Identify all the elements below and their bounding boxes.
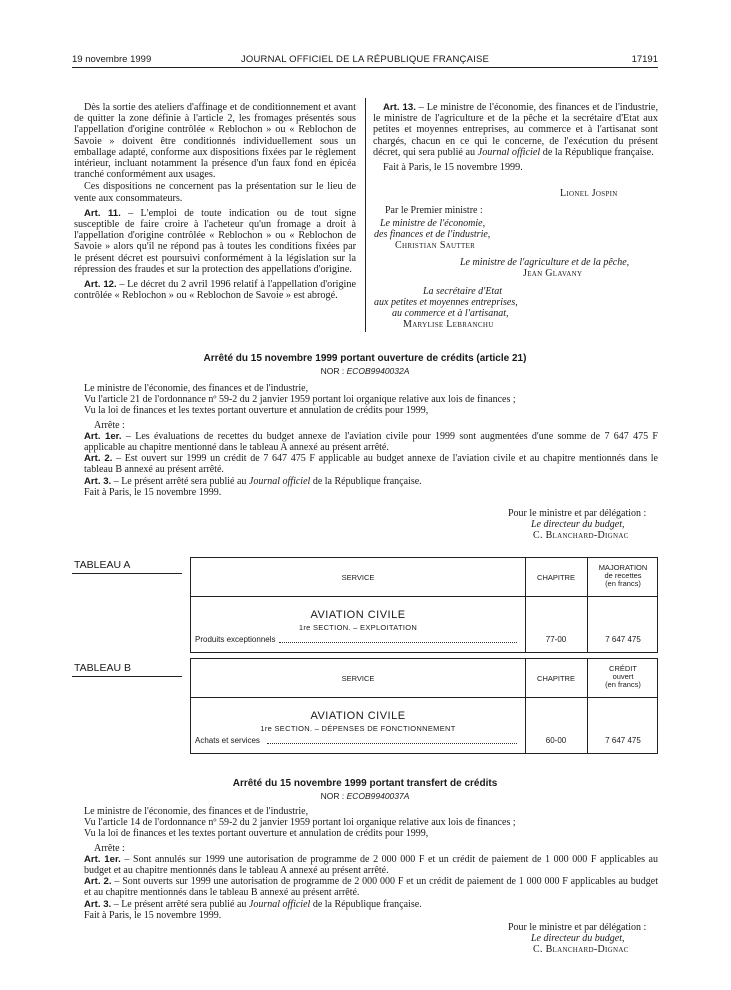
min-eco-line-2: des finances et de l'industrie, — [374, 229, 491, 240]
tableau-b-col-amount-1: CRÉDIT — [609, 664, 637, 673]
tableau-b-section: 1re SECTION. – DÉPENSES DE FONCTIONNEMENT — [260, 724, 456, 733]
tableau-b-row-label: Achats et services — [195, 736, 260, 745]
arrete-2-directeur: Le directeur du budget, — [531, 933, 625, 944]
tableau-a-row-chapitre: 77-00 — [545, 635, 567, 644]
article-11 — [74, 208, 356, 275]
min-agri: Le ministre de l'agriculture et de la pêche, — [460, 257, 630, 268]
arrete-2-article-3-label: Art. 3. — [84, 898, 112, 910]
arrete-2-intro-1: Le ministre de l'économie, des finances et de l'industrie, — [84, 806, 309, 817]
article-13-label: Art. 13. — [383, 102, 416, 113]
arrete-1-article-3-journal-officiel: Journal officiel — [248, 475, 311, 487]
arrete-2-article-2 — [84, 876, 658, 898]
arrete-1-article-2-text: – Est ouvert sur 1999 un crédit de 7 647 475 F applicable au budget annexe de l'aviation civile et au chapitre mentionnés dans le tableau B annexé au présent arrêté. — [84, 453, 658, 476]
arrete-1-intro-1: Le ministre de l'économie, des finances et de l'industrie, — [84, 383, 309, 394]
arrete-1-body — [84, 383, 658, 498]
arrete-2-intro-2: Vu l'article 14 de l'ordonnance nº 59-2 du 2 janvier 1959 portant loi organique relative aux lois de finances ; — [84, 817, 516, 829]
arrete-2-article-2-text: – Sont ouverts sur 1999 une autorisation de programme de 2 000 000 F et un crédit de paiement de 1 000 000 F applicables au budget et au chapitre mentionnés dans le tableau B annexé au présent arrêté. — [84, 876, 658, 899]
tableau-b-row-amount: 7 647 475 — [605, 736, 641, 745]
arrete-1-signer: C. Blanchard-Dignac — [533, 530, 629, 541]
tableau-b-label: TABLEAU B — [74, 662, 131, 674]
arrete-1-intro-3: Vu la loi de finances et les textes portant ouverture et annulation de crédits pour 1999, — [84, 405, 429, 417]
tableau-a-row-label: Produits exceptionnels — [195, 635, 276, 644]
sec-line-3: au commerce et à l'artisanat, — [392, 308, 509, 319]
tableau-b-rule — [72, 676, 182, 677]
arrete-1-article-3-label: Art. 3. — [84, 475, 112, 487]
tableau-a-row-amount: 7 647 475 — [605, 635, 641, 644]
article-12-text: – Le décret du 2 avril 1996 relatif à l'appellation d'origine contrôlée « Reblochon » ou « Reblochon de Savoie » est abrogé. — [74, 279, 356, 302]
arrete-1-fait: Fait à Paris, le 15 novembre 1999. — [84, 486, 222, 498]
tableau-b-col-service: SERVICE — [341, 674, 375, 683]
tableau-b-col-chapitre: CHAPITRE — [537, 674, 575, 683]
column-separator — [365, 98, 366, 332]
header-rule — [72, 67, 658, 68]
article-11-text: – L'emploi de toute indication ou de tout signe susceptible de faire croire à l'acheteur qu'un fromage a droit à l'appellation d'origine contrôlée « Reblochon » ou « Reblochon de Savoie » alors qu'il ne répond pas à toutes les conditions fixées par le présent décret est poursuivi conformément à la législation sur la répression des fraudes et sur la protection des appellations d'origine. — [74, 207, 357, 275]
tableau-a-col-chapitre: CHAPITRE — [537, 573, 575, 582]
article-12 — [74, 279, 356, 301]
tableau-a-table — [190, 557, 658, 653]
par-premier-ministre: Par le Premier ministre : — [385, 205, 483, 216]
page-header — [72, 54, 658, 68]
min-agri-name: Jean Glavany — [523, 268, 583, 279]
tableau-a-col-amount-1: MAJORATION — [598, 563, 648, 572]
article-13-text-1: – Le ministre de l'économie, des finances et de l'industrie, le ministre de l'agriculture et de la pêche et la secrétaire d'Etat aux petites et moyennes entreprises, au commerce et à l'artisanat sont chargés, chacun en ce qui le concerne, de l'exécution du présent décret, qui sera publié au — [373, 102, 658, 158]
arrete-1-article-3 — [84, 476, 658, 487]
arrete-1-pour: Pour le ministre et par délégation : — [508, 508, 647, 519]
min-eco-name: Christian Sautter — [395, 240, 476, 251]
sec-line-2: aux petites et moyennes entreprises, — [374, 297, 518, 308]
left-paragraph-1: Dès la sortie des ateliers d'affinage et de conditionnement et avant de quitter la zone définie à l'article 2, les fromages présentés sous l'appellation d'origine contrôlée « Reblochon » ou « Reblochon de Savoie » doivent être conditionnés individuellement sous un emballage adapté, conforme aux dispositions fixées par le règlement intérieur, incluant notamment la présence d'un faux fond en épicéa tranché conformément aux usages. — [74, 102, 356, 181]
header-journal-title: JOURNAL OFFICIEL DE LA RÉPUBLIQUE FRANÇAISE — [240, 54, 490, 65]
article-13-journal-officiel: Journal officiel — [477, 146, 541, 158]
header-page-number: 17191 — [631, 54, 658, 65]
header-date: 19 novembre 1999 — [72, 54, 152, 65]
arrete-2-article-3-journal-officiel: Journal officiel — [248, 898, 311, 910]
tableau-a-section: 1re SECTION. – EXPLOITATION — [298, 623, 418, 632]
arrete-2-nor-label: NOR : — [320, 791, 347, 801]
tableau-b-title: AVIATION CIVILE — [310, 710, 406, 722]
arrete-2-article-3-text-1: – Le présent arrêté sera publié au — [111, 898, 249, 910]
tableau-a-rule — [72, 573, 182, 574]
arrete-2-pour: Pour le ministre et par délégation : — [508, 922, 647, 933]
sec-name: Marylise Lebranchu — [403, 319, 494, 330]
arrete-2-nor-code: ECOB9940037A — [346, 791, 410, 801]
arrete-1-article-1 — [84, 431, 658, 453]
tableau-b-col-amount-2: ouvert — [612, 672, 634, 681]
article-13-text-2: de la République française. — [540, 146, 654, 158]
article-11-label: Art. 11. — [84, 207, 121, 219]
arrete-2-intro-3: Vu la loi de finances et les textes portant ouverture et annulation de crédits pour 1999, — [84, 828, 429, 840]
arrete-2-article-1-label: Art. 1er. — [84, 853, 121, 865]
arrete-1-article-2 — [84, 453, 658, 475]
arrete-2-article-2-label: Art. 2. — [84, 876, 112, 888]
arrete-1-arrete: Arrête : — [94, 419, 125, 431]
tableau-a-col-amount-3: (en francs) — [605, 579, 641, 588]
tableau-a-col-amount-2: de recettes — [604, 571, 642, 580]
arrete-2-body — [84, 806, 658, 921]
arrete-1-nor-label: NOR : — [320, 366, 347, 376]
arrete-1-intro-2: Vu l'article 21 de l'ordonnance nº 59-2 du 2 janvier 1959 portant loi organique relative aux lois de finances ; — [84, 394, 516, 406]
tableau-a-title: AVIATION CIVILE — [310, 609, 406, 621]
signer-jospin: Lionel Jospin — [560, 188, 618, 199]
arrete-1-article-1-label: Art. 1er. — [84, 430, 122, 442]
right-column — [373, 102, 658, 174]
arrete-1-directeur: Le directeur du budget, — [531, 519, 625, 530]
tableau-a-row-leader — [279, 642, 517, 643]
min-eco-line-1: Le ministre de l'économie, — [380, 218, 486, 229]
left-paragraph-2: Ces dispositions ne concernent pas la présentation sur le lieu de vente aux consommateurs. — [74, 181, 356, 204]
arrete-2-article-1-text: – Sont annulés sur 1999 une autorisation de programme de 2 000 000 F et un crédit de paiement de 1 000 000 F applicables au budget et au chapitre mentionnés dans le tableau A annexé au présent arrêté. — [84, 853, 658, 877]
tableau-b-row-chapitre: 60-00 — [545, 736, 567, 745]
arrete-1-nor-code: ECOB9940032A — [346, 366, 410, 376]
arrete-2-nor — [72, 791, 658, 801]
arrete-1-article-2-label: Art. 2. — [84, 453, 113, 465]
arrete-2-fait: Fait à Paris, le 15 novembre 1999. — [84, 909, 222, 921]
article-12-label: Art. 12. — [84, 279, 117, 291]
arrete-2-article-3 — [84, 899, 658, 910]
tableau-b-col-amount-3: (en francs) — [605, 680, 641, 689]
sec-line-1: La secrétaire d'Etat — [423, 286, 502, 297]
arrete-2-article-3-text-2: de la République française. — [310, 898, 422, 910]
right-fait: Fait à Paris, le 15 novembre 1999. — [383, 162, 523, 174]
left-column — [74, 102, 356, 302]
arrete-1-nor — [72, 366, 658, 376]
arrete-2-arrete: Arrête : — [94, 842, 125, 854]
arrete-1-article-3-text-2: de la République française. — [310, 475, 422, 487]
tableau-b-row-leader — [267, 743, 517, 744]
tableau-a-col-service: SERVICE — [341, 573, 375, 582]
arrete-2-signer: C. Blanchard-Dignac — [533, 944, 629, 955]
tableau-b-table — [190, 658, 658, 754]
arrete-1-article-1-text: – Les évaluations de recettes du budget annexe de l'aviation civile pour 1999 sont augmentées d'une somme de 7 647 475 F applicable au chapitre mentionné dans le tableau A annexé au présent arrêté. — [84, 430, 658, 454]
arrete-2-title: Arrêté du 15 novembre 1999 portant transfert de crédits — [232, 778, 498, 789]
arrete-1-article-3-text-1: – Le présent arrêté sera publié au — [111, 475, 249, 487]
arrete-1-title: Arrêté du 15 novembre 1999 portant ouverture de crédits (article 21) — [203, 353, 527, 364]
article-13 — [373, 102, 658, 158]
tableau-a-label: TABLEAU A — [74, 559, 131, 571]
arrete-2-article-1 — [84, 854, 658, 876]
